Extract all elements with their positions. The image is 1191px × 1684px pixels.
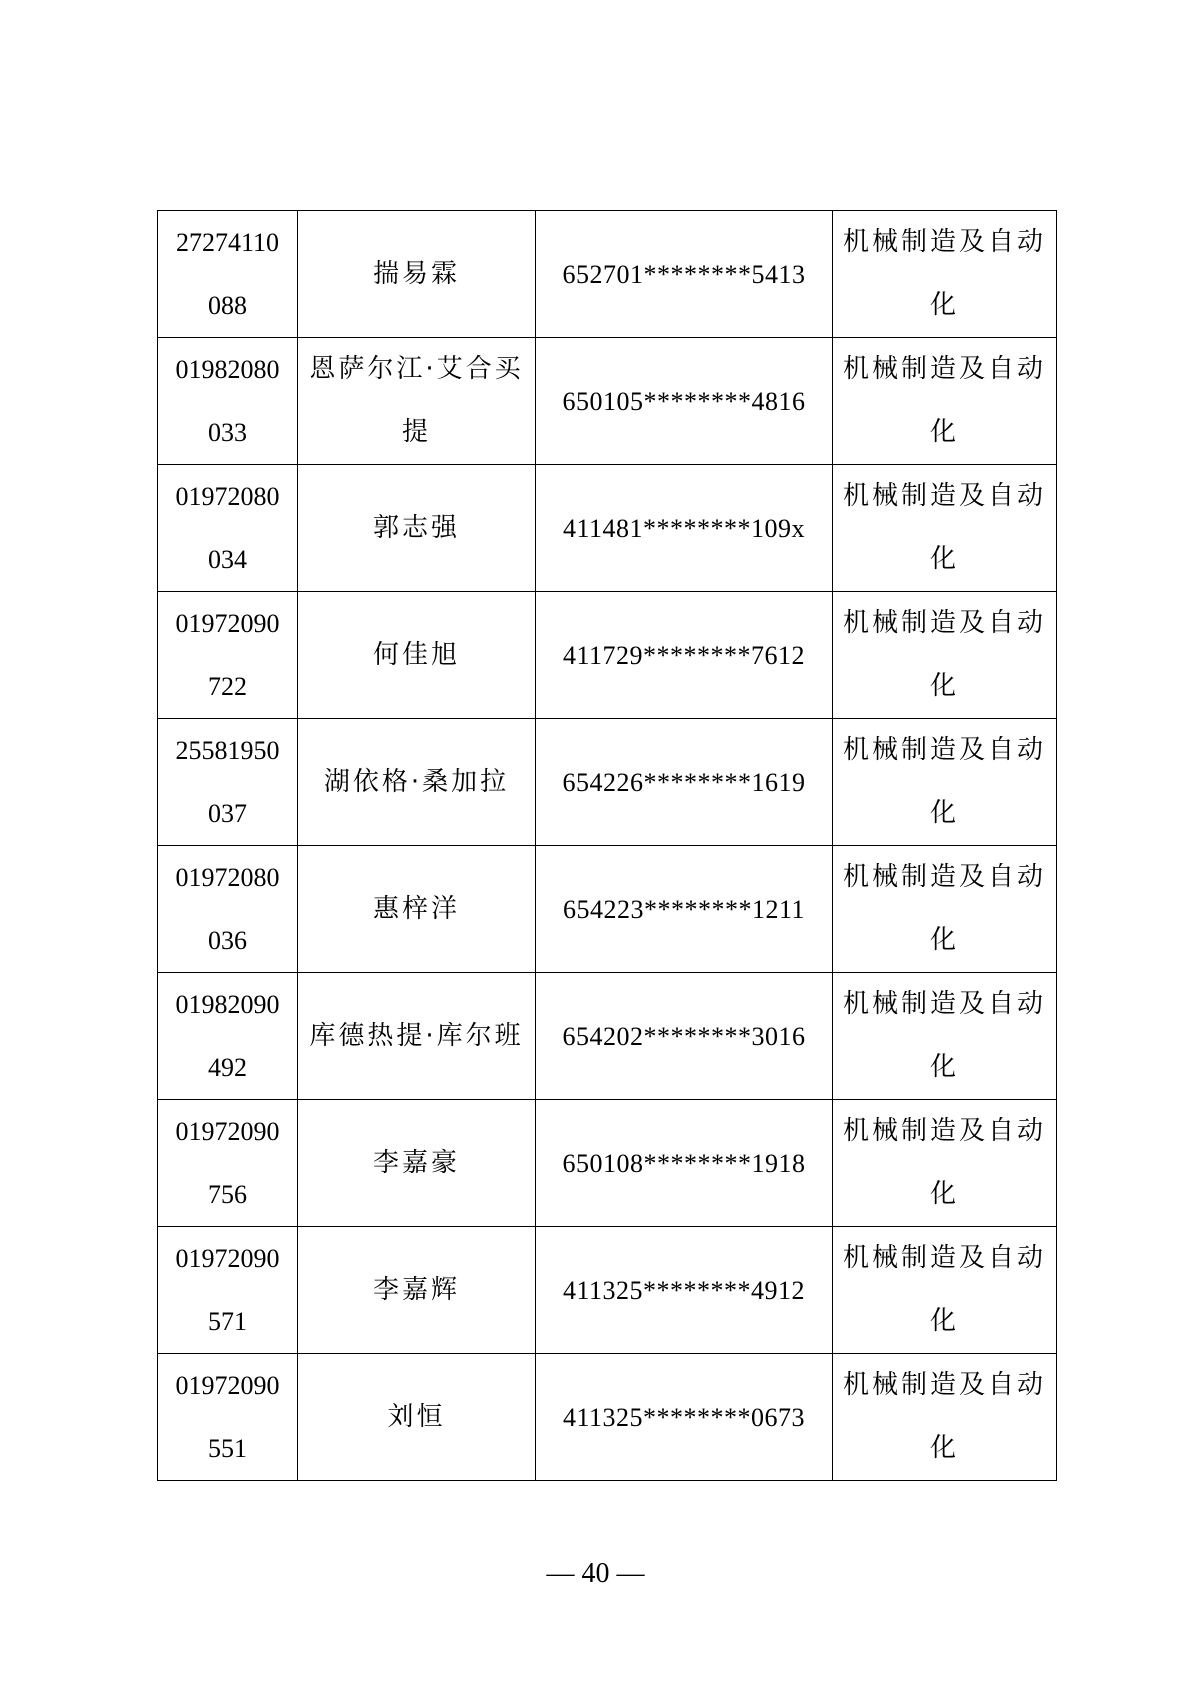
- student-id-cell: 01972090722: [158, 592, 298, 719]
- major-cell: 机械制造及自动化: [833, 846, 1057, 973]
- student-id-cell: 01972080034: [158, 465, 298, 592]
- student-id-cell: 01972090756: [158, 1100, 298, 1227]
- student-name-cell: 何佳旭: [298, 592, 536, 719]
- id-number-cell: 652701********5413: [536, 211, 833, 338]
- id-number-cell: 411325********4912: [536, 1227, 833, 1354]
- table-row: [158, 1354, 1057, 1481]
- table-row: [158, 211, 1057, 338]
- student-name-cell: 恩萨尔江·艾合买提: [298, 338, 536, 465]
- major-cell: 机械制造及自动化: [833, 1227, 1057, 1354]
- student-id-cell: 27274110088: [158, 211, 298, 338]
- page-number: — 40 —: [546, 1558, 645, 1589]
- table-row: [158, 338, 1057, 465]
- id-number-cell: 411325********0673: [536, 1354, 833, 1481]
- student-name-cell: 揣易霖: [298, 211, 536, 338]
- table-row: [158, 1227, 1057, 1354]
- id-number-cell: 650105********4816: [536, 338, 833, 465]
- table-row: [158, 465, 1057, 592]
- id-number-cell: 654226********1619: [536, 719, 833, 846]
- student-name-cell: 库德热提·库尔班: [298, 973, 536, 1100]
- major-cell: 机械制造及自动化: [833, 1100, 1057, 1227]
- table-row: [158, 973, 1057, 1100]
- major-cell: 机械制造及自动化: [833, 973, 1057, 1100]
- student-name-cell: 李嘉豪: [298, 1100, 536, 1227]
- student-name-cell: 刘恒: [298, 1354, 536, 1481]
- student-id-cell: 01982080033: [158, 338, 298, 465]
- id-number-cell: 650108********1918: [536, 1100, 833, 1227]
- table-row: [158, 719, 1057, 846]
- student-id-cell: 01972090551: [158, 1354, 298, 1481]
- student-id-cell: 01972080036: [158, 846, 298, 973]
- major-cell: 机械制造及自动化: [833, 338, 1057, 465]
- major-cell: 机械制造及自动化: [833, 719, 1057, 846]
- id-number-cell: 411729********7612: [536, 592, 833, 719]
- id-number-cell: 654223********1211: [536, 846, 833, 973]
- table-row: [158, 1100, 1057, 1227]
- major-cell: 机械制造及自动化: [833, 465, 1057, 592]
- student-name-cell: 惠梓洋: [298, 846, 536, 973]
- major-cell: 机械制造及自动化: [833, 211, 1057, 338]
- student-id-cell: 25581950037: [158, 719, 298, 846]
- student-name-cell: 郭志强: [298, 465, 536, 592]
- student-roster-table: [157, 210, 1057, 1481]
- major-cell: 机械制造及自动化: [833, 592, 1057, 719]
- table-row: [158, 592, 1057, 719]
- student-name-cell: 湖依格·桑加拉: [298, 719, 536, 846]
- id-number-cell: 654202********3016: [536, 973, 833, 1100]
- student-id-cell: 01982090492: [158, 973, 298, 1100]
- student-id-cell: 01972090571: [158, 1227, 298, 1354]
- major-cell: 机械制造及自动化: [833, 1354, 1057, 1481]
- student-name-cell: 李嘉辉: [298, 1227, 536, 1354]
- id-number-cell: 411481********109x: [536, 465, 833, 592]
- table-row: [158, 846, 1057, 973]
